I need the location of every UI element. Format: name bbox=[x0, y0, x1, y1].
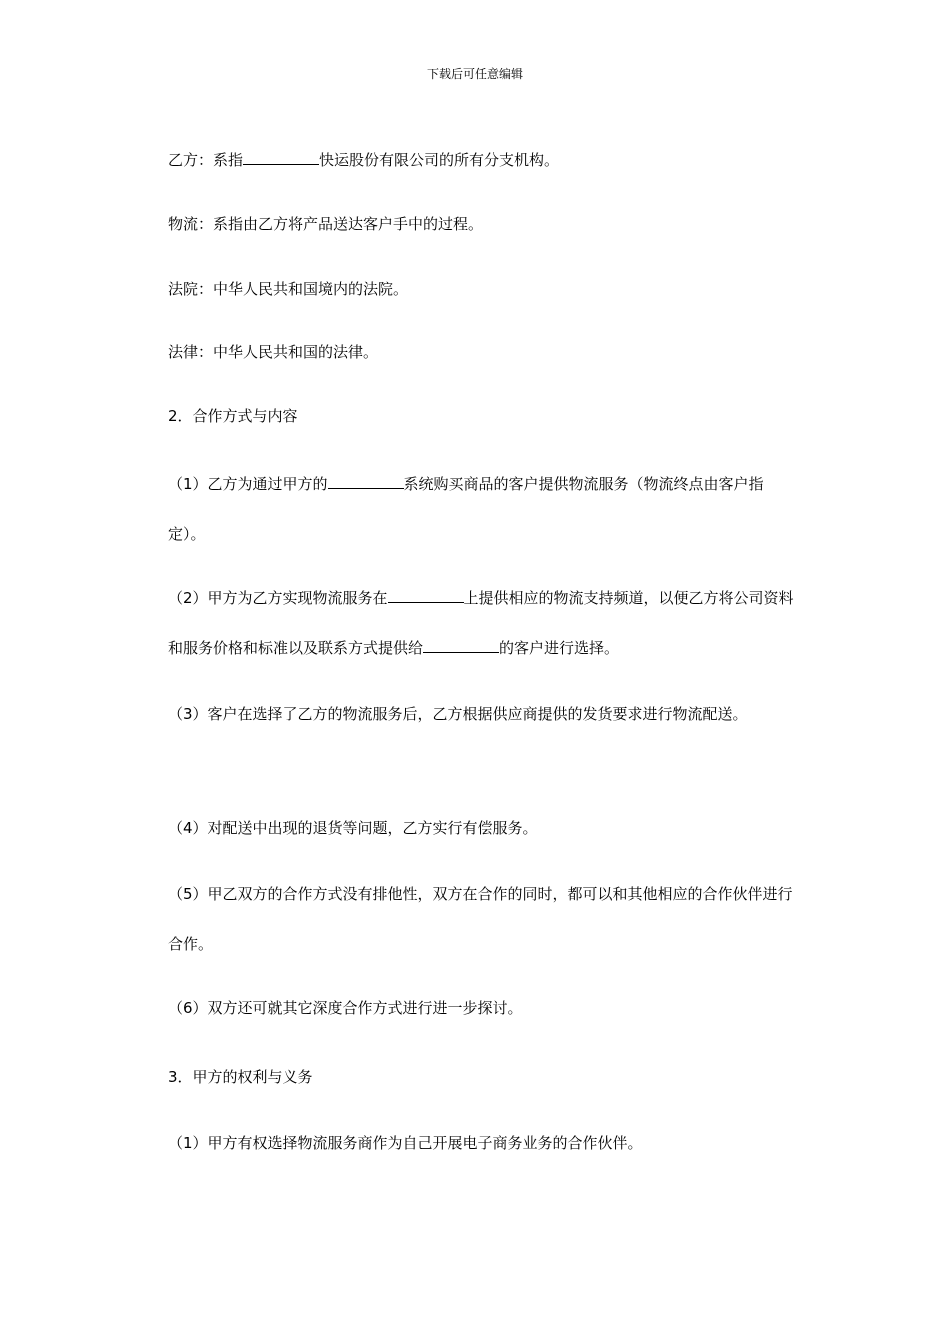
section-heading-2: 2．合作方式与内容 bbox=[168, 407, 298, 425]
clause-2-2 bbox=[168, 573, 796, 673]
fill-in-blank bbox=[328, 472, 404, 489]
clause-2-2-text-c: 的客户进行选择。 bbox=[499, 639, 620, 657]
clause-2-2-text-b: 上提供相应的物流支持频道，以便乙方将公司资料和服务价格和标准以及联系方式提供给 bbox=[168, 589, 794, 657]
definition-party-b bbox=[168, 148, 808, 171]
clause-2-1 bbox=[168, 459, 796, 559]
definition-court: 法院：中华人民共和国境内的法院。 bbox=[168, 280, 409, 298]
fill-in-blank bbox=[243, 148, 319, 165]
fill-in-blank bbox=[423, 636, 499, 653]
definition-party-b-label: 乙方：系指 bbox=[168, 151, 244, 169]
clause-2-4: （4）对配送中出现的退货等问题，乙方实行有偿服务。 bbox=[168, 819, 538, 837]
page-header: 下载后可任意编辑 bbox=[426, 67, 523, 81]
clause-2-5: （5）甲乙双方的合作方式没有排他性，双方在合作的同时，都可以和其他相应的合作伙伴进行合作。 bbox=[168, 885, 793, 953]
section-heading-3: 3．甲方的权利与义务 bbox=[168, 1068, 313, 1086]
clause-2-2-text-a: （2）甲方为乙方实现物流服务在 bbox=[168, 589, 388, 607]
clause-2-1-text-b: 系统购买商品的客户提供物流服务（物流终点由客户指定）。 bbox=[168, 475, 764, 543]
clause-2-6: （6）双方还可就其它深度合作方式进行进一步探讨。 bbox=[168, 999, 523, 1017]
clause-2-1-text-a: （1）乙方为通过甲方的 bbox=[168, 475, 328, 493]
definition-party-b-text: 快运股份有限公司的所有分支机构。 bbox=[319, 151, 560, 169]
definition-law: 法律：中华人民共和国的法律。 bbox=[168, 343, 379, 361]
fill-in-blank bbox=[388, 586, 464, 603]
definition-logistics: 物流：系指由乙方将产品送达客户手中的过程。 bbox=[168, 215, 484, 233]
clause-3-1: （1）甲方有权选择物流服务商作为自己开展电子商务业务的合作伙伴。 bbox=[168, 1134, 643, 1152]
clause-2-3: （3）客户在选择了乙方的物流服务后，乙方根据供应商提供的发货要求进行物流配送。 bbox=[168, 705, 748, 723]
